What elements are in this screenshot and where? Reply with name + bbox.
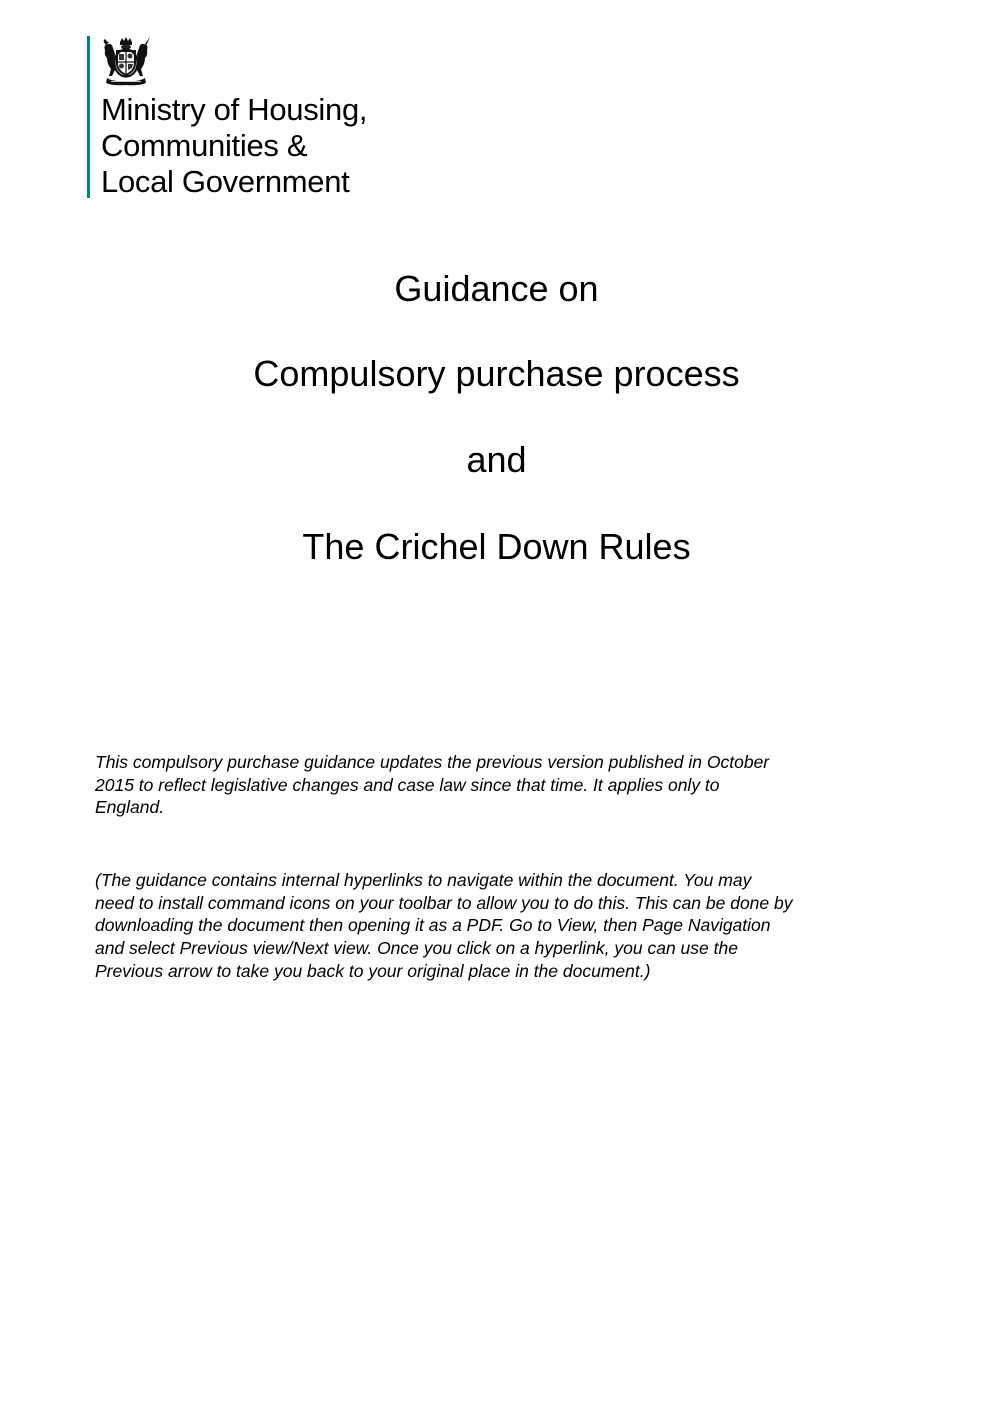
intro-note-line: This compulsory purchase guidance updates the previous version published in October <box>95 752 770 772</box>
navigation-note-line: downloading the document then opening it as a PDF. Go to View, then Page Navigation <box>95 915 771 936</box>
document-title-line: Compulsory purchase process <box>253 353 740 394</box>
navigation-note <box>95 869 900 983</box>
navigation-note-line: and select Previous view/Next view. Once you click on a hyperlink, you can use the <box>95 938 738 959</box>
department-name-line: Local Government <box>101 164 350 199</box>
document-title-line: Guidance on <box>394 268 599 309</box>
navigation-note-line: need to install command icons on your toolbar to allow you to do this. This can be done by <box>95 892 793 913</box>
navigation-note-line: (The guidance contains internal hyperlinks to navigate within the document. You may <box>95 870 752 890</box>
royal-coat-of-arms-icon <box>101 36 151 88</box>
document-title-line: and <box>466 439 527 480</box>
department-name-line: Communities & <box>101 128 308 163</box>
navigation-note-line: Previous arrow to take you back to your original place in the document.) <box>95 960 651 981</box>
logo-accent-bar <box>87 36 90 198</box>
department-logo <box>87 36 447 198</box>
intro-note-line: 2015 to reflect legislative changes and case law since that time. It applies only to <box>95 774 720 795</box>
department-name <box>101 92 441 200</box>
intro-note-line: England. <box>95 797 165 818</box>
department-name-line: Ministry of Housing, <box>101 92 368 127</box>
document-title-line: The Crichel Down Rules <box>302 526 691 567</box>
intro-note <box>95 751 900 819</box>
